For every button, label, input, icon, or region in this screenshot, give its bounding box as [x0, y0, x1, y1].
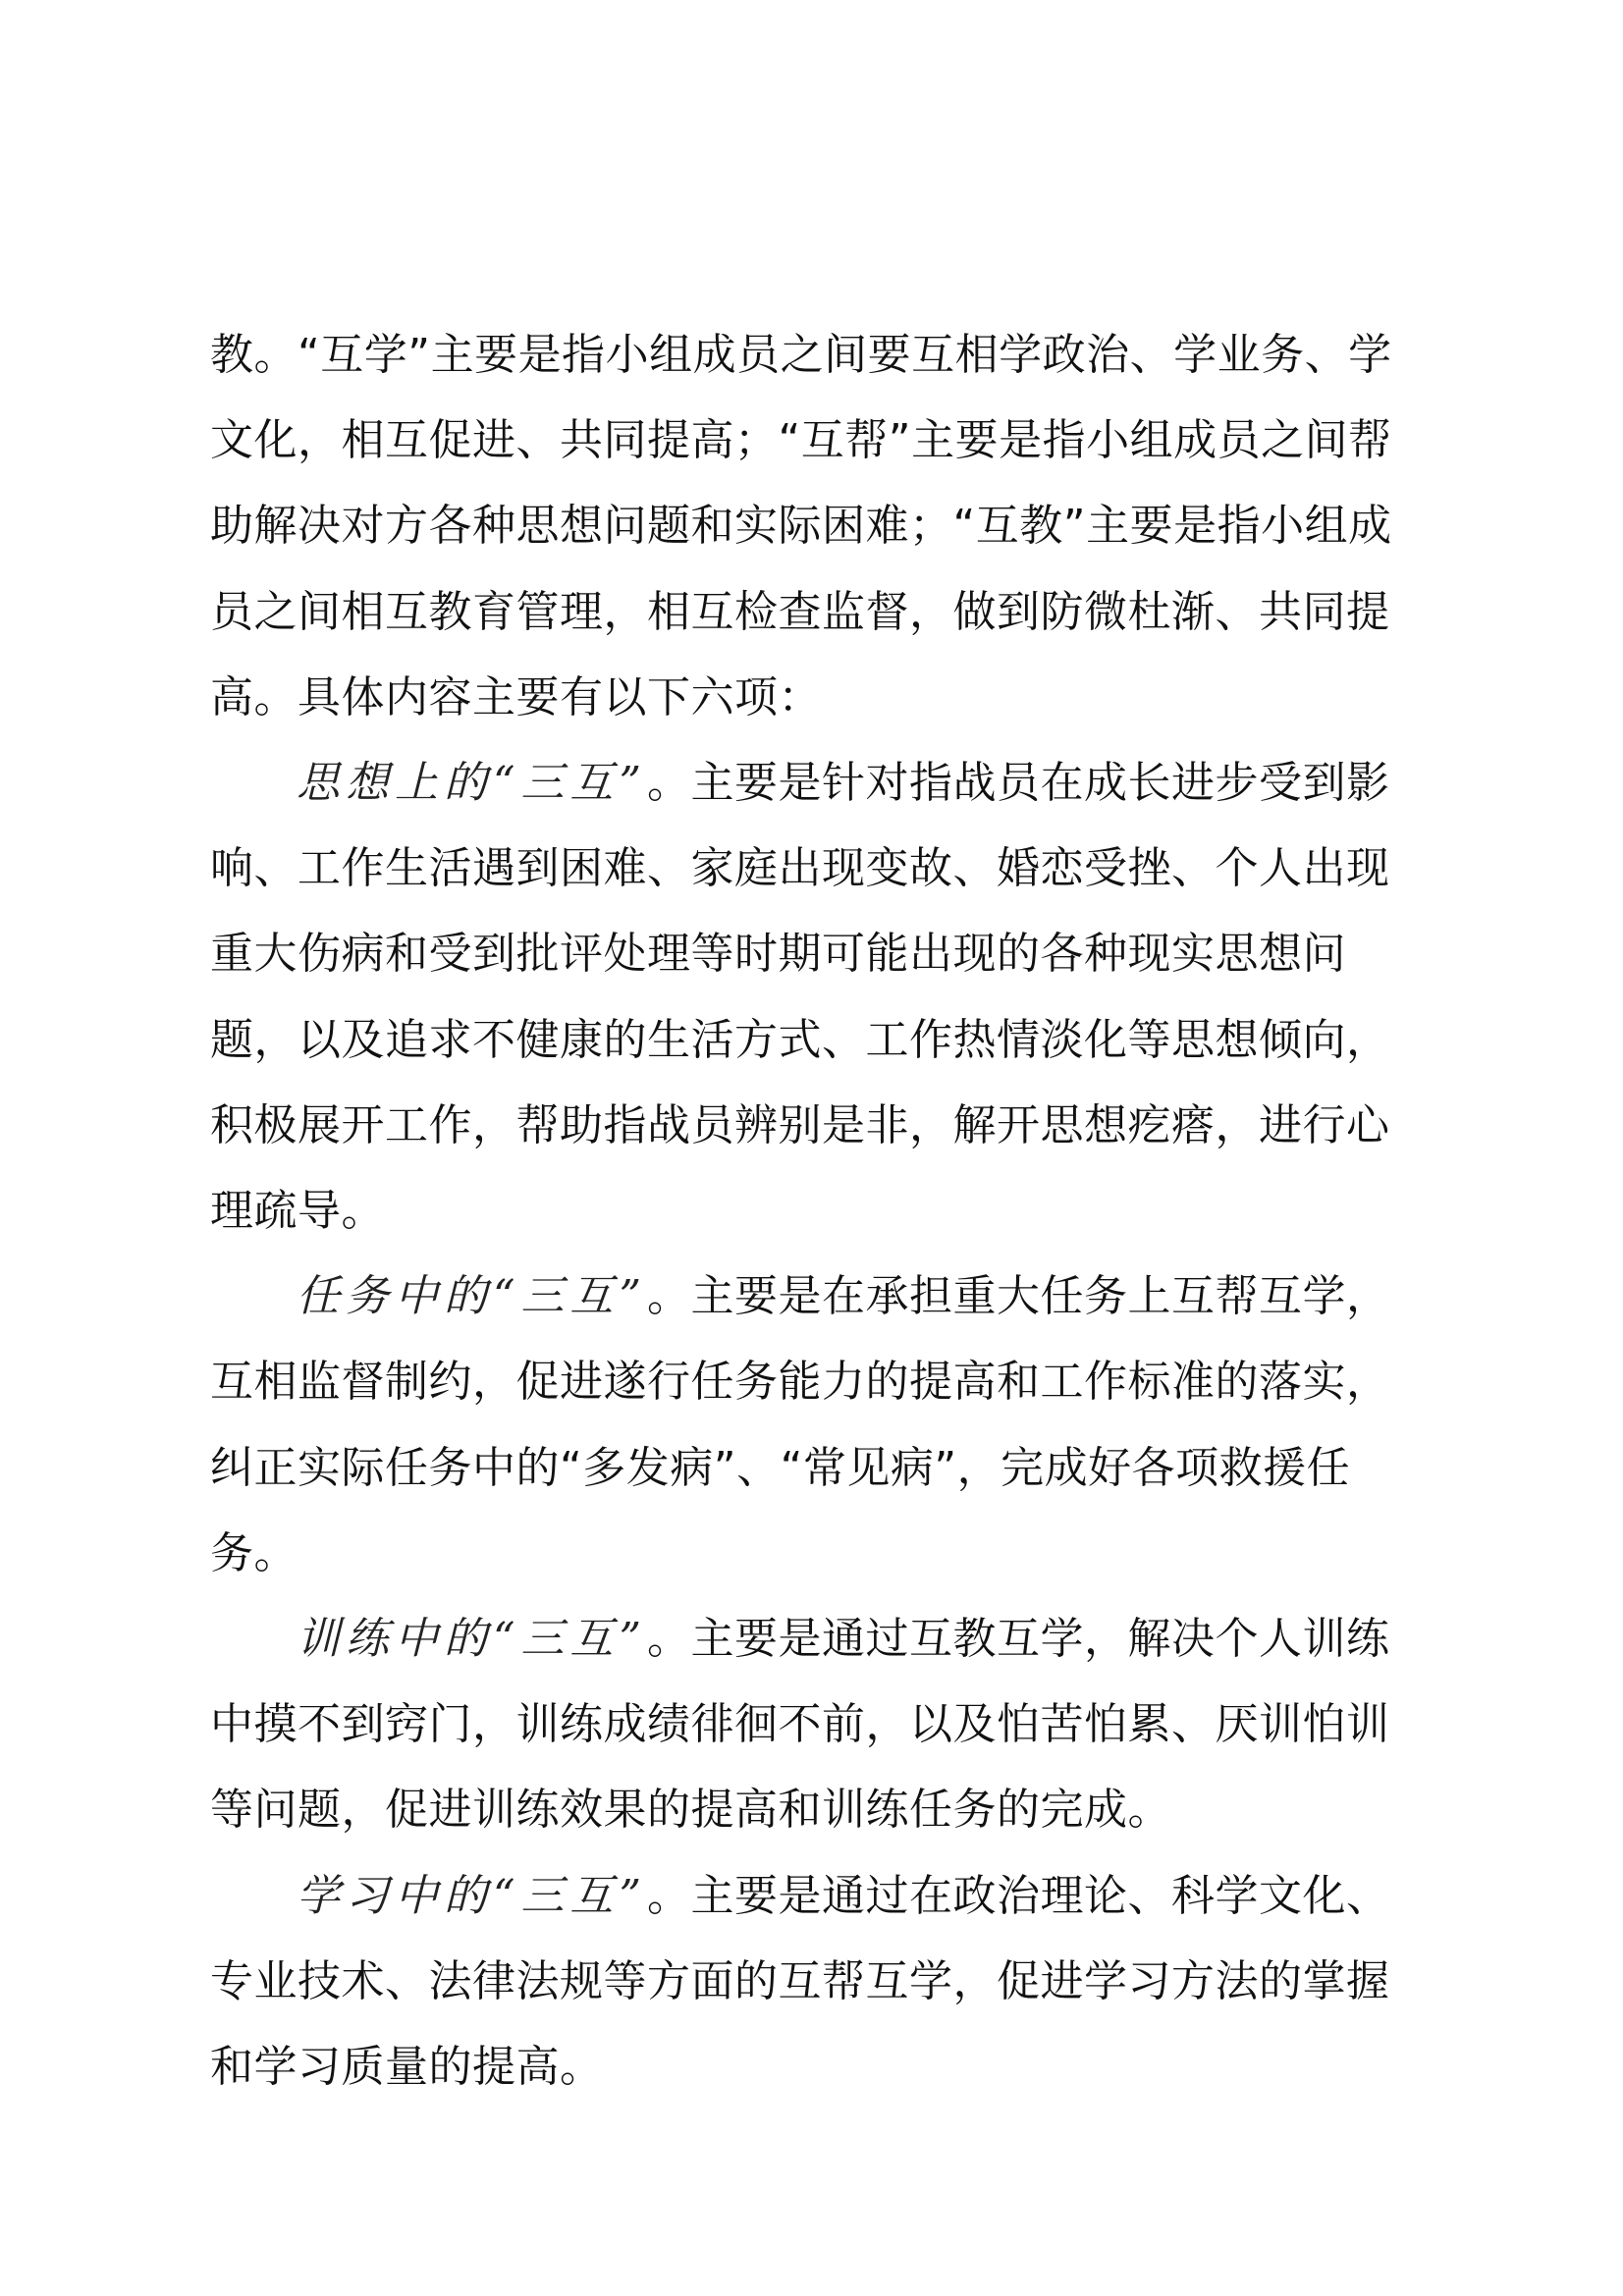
paragraph-study-heading: 学习中的“三互” — [297, 1870, 647, 1921]
paragraph-study — [210, 1853, 1428, 2110]
paragraph-study-text: 。主要是通过在政治理论、科学文化、专业技术、法律法规等方面的互帮互学，促进学习方法的掌握和学习质量的提高。 — [210, 1870, 1390, 2093]
paragraph-mission-text: 。主要是在承担重大任务上互帮互学，互相监督制约，促进遂行任务能力的提高和工作标准的落实，纠正实际任务中的“多发病”、“常见病”，完成好各项救援任务。 — [210, 1271, 1390, 1578]
paragraph-mission — [210, 1254, 1428, 1596]
paragraph-intro — [210, 312, 1428, 740]
paragraph-ideology — [210, 740, 1428, 1254]
paragraph-ideology-heading: 思想上的“三互” — [297, 758, 647, 809]
paragraph-ideology-text: 。主要是针对指战员在成长进步受到影响、工作生活遇到困难、家庭出现变故、婚恋受挫、个人出现重大伤病和受到批评处理等时期可能出现的各种现实思想问题，以及追求不健康的生活方式、工作热情淡化等思想倾向，积极展开工作，帮助指战员辨别是非，解开思想疙瘩，进行心理疏导。 — [210, 758, 1390, 1237]
document-body — [210, 312, 1428, 2109]
paragraph-training-heading: 训练中的“三互” — [297, 1614, 647, 1665]
paragraph-training — [210, 1596, 1428, 1853]
paragraph-training-text: 。主要是通过互教互学，解决个人训练中摸不到窍门，训练成绩徘徊不前，以及怕苦怕累、厌训怕训等问题，促进训练效果的提高和训练任务的完成。 — [210, 1614, 1390, 1836]
paragraph-intro-text: 教。“互学”主要是指小组成员之间要互相学政治、学业务、学文化，相互促进、共同提高；“互帮”主要是指小组成员之间帮助解决对方各种思想问题和实际困难；“互教”主要是指小组成员之间相互教育管理，相互检查监督，做到防微杜渐、共同提高。具体内容主要有以下六项： — [210, 330, 1392, 722]
paragraph-mission-heading: 任务中的“三互” — [297, 1271, 647, 1322]
